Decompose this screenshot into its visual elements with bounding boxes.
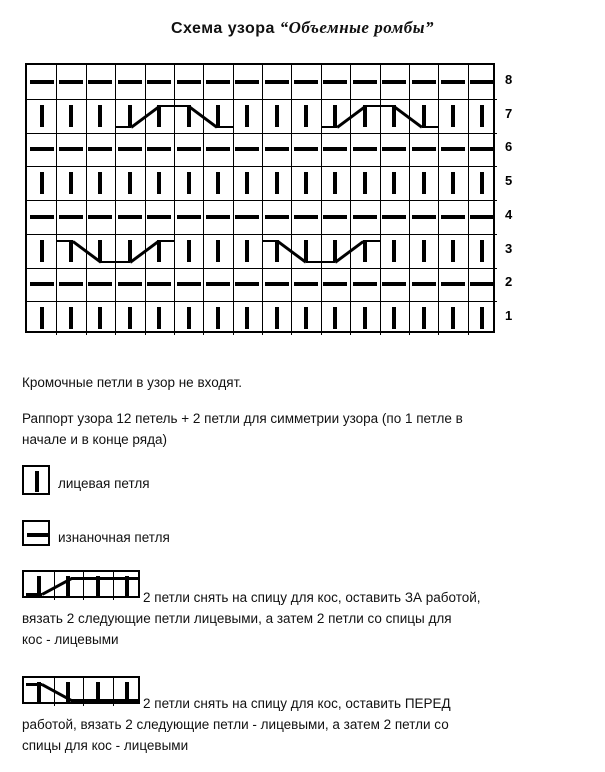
knit-icon [216, 240, 220, 262]
knit-icon [304, 307, 308, 329]
chart-row-number: 4 [505, 206, 513, 222]
purl-icon [294, 215, 318, 219]
chart-row-divider [27, 234, 497, 235]
page-title-quoted: “Объемные ромбы” [279, 18, 435, 37]
purl-icon [441, 215, 465, 219]
knit-icon [480, 172, 484, 194]
knit-icon [363, 307, 367, 329]
purl-icon [470, 215, 494, 219]
knit-icon [304, 172, 308, 194]
chart-row-divider [27, 268, 497, 269]
purl-icon [441, 282, 465, 286]
purl-icon [412, 80, 436, 84]
cable-cross-line [422, 126, 438, 129]
purl-icon [177, 147, 201, 151]
purl-icon [353, 147, 377, 151]
chart-row-number: 7 [505, 105, 513, 121]
knit-icon [216, 172, 220, 194]
cable-cross-line [100, 261, 129, 264]
knit-icon [392, 307, 396, 329]
purl-icon [88, 147, 112, 151]
knit-icon [392, 172, 396, 194]
cable-cross-line [71, 699, 140, 702]
purl-icon [382, 147, 406, 151]
knit-icon [333, 172, 337, 194]
knit-icon [157, 172, 161, 194]
chart-row-number: 8 [505, 71, 513, 87]
purl-icon [30, 80, 54, 84]
knit-icon [480, 240, 484, 262]
knit-icon [128, 172, 132, 194]
purl-icon [147, 147, 171, 151]
cable-cross-line [26, 593, 42, 596]
cable-cross-line [26, 683, 42, 686]
purl-icon [353, 80, 377, 84]
purl-icon [27, 533, 49, 537]
purl-icon [88, 215, 112, 219]
purl-icon [470, 282, 494, 286]
legend-cable-back-symbol [22, 570, 140, 598]
purl-icon [294, 147, 318, 151]
purl-icon [206, 215, 230, 219]
note-repeat-line1: Раппорт узора 12 петель + 2 петли для симметрии узора (по 1 петле в [22, 411, 463, 426]
knit-icon [69, 105, 73, 127]
chart-grid [25, 63, 495, 333]
purl-icon [470, 80, 494, 84]
legend-cable-front-line2: работой, вязать 2 следующие петли - лицевыми, а затем 2 петли со [22, 717, 449, 732]
purl-icon [59, 282, 83, 286]
purl-icon [88, 80, 112, 84]
knit-icon [422, 307, 426, 329]
legend-cell-divider [113, 678, 114, 706]
chart-row-divider [27, 133, 497, 134]
purl-icon [382, 282, 406, 286]
purl-icon [382, 80, 406, 84]
knit-icon [69, 240, 73, 262]
purl-icon [323, 147, 347, 151]
purl-icon [265, 80, 289, 84]
knit-icon [363, 172, 367, 194]
knit-icon [480, 105, 484, 127]
knit-icon [392, 240, 396, 262]
page-title [0, 18, 605, 38]
purl-icon [118, 80, 142, 84]
knit-icon [187, 172, 191, 194]
purl-icon [470, 147, 494, 151]
chart-row-number: 2 [505, 274, 513, 290]
purl-icon [323, 80, 347, 84]
knit-icon [275, 307, 279, 329]
cable-cross-line [56, 240, 72, 243]
knit-icon [245, 105, 249, 127]
note-selvedge: Кромочные петли в узор не входят. [22, 375, 243, 390]
knit-icon [451, 105, 455, 127]
cable-cross-line [158, 240, 174, 243]
purl-icon [265, 215, 289, 219]
chart-row-number: 1 [505, 308, 513, 324]
knit-icon [216, 105, 220, 127]
purl-icon [235, 215, 259, 219]
purl-icon [177, 282, 201, 286]
cable-cross-line [277, 240, 306, 263]
cable-cross-line [216, 126, 232, 129]
purl-icon [147, 215, 171, 219]
purl-icon [412, 147, 436, 151]
note-repeat-line2: начале и в конце ряда) [22, 432, 167, 447]
purl-icon [118, 282, 142, 286]
knit-icon [333, 307, 337, 329]
purl-icon [353, 282, 377, 286]
knit-icon [35, 471, 39, 492]
purl-icon [206, 282, 230, 286]
purl-icon [265, 147, 289, 151]
chart-row-divider [27, 301, 497, 302]
cable-cross-line [262, 240, 278, 243]
purl-icon [147, 80, 171, 84]
purl-icon [30, 147, 54, 151]
purl-icon [30, 215, 54, 219]
purl-icon [59, 147, 83, 151]
knit-icon [40, 105, 44, 127]
knit-icon [216, 307, 220, 329]
purl-icon [118, 215, 142, 219]
knit-icon [245, 240, 249, 262]
cable-cross-line [159, 105, 188, 108]
chart-row-divider [27, 166, 497, 167]
knit-icon [304, 105, 308, 127]
chart-row-number: 5 [505, 173, 513, 189]
pattern-chart [25, 63, 495, 333]
purl-icon [235, 282, 259, 286]
knit-icon [422, 105, 426, 127]
legend-purl-label: изнаночная петля [58, 530, 170, 545]
chart-row-number: 6 [505, 139, 513, 155]
knit-icon [422, 172, 426, 194]
purl-icon [294, 80, 318, 84]
page-title-main: Схема узора [170, 20, 275, 37]
purl-icon [382, 215, 406, 219]
knit-icon [98, 172, 102, 194]
knit-icon [422, 240, 426, 262]
purl-icon [206, 80, 230, 84]
purl-icon [441, 80, 465, 84]
cable-cross-line [129, 240, 158, 263]
knit-icon [69, 172, 73, 194]
knit-icon [275, 105, 279, 127]
purl-icon [323, 282, 347, 286]
knit-icon [40, 240, 44, 262]
purl-icon [118, 147, 142, 151]
purl-icon [412, 282, 436, 286]
knit-icon [451, 240, 455, 262]
legend-cell-divider [83, 678, 84, 706]
knit-icon [69, 307, 73, 329]
cable-cross-line [71, 577, 140, 580]
legend-purl-symbol [22, 520, 50, 546]
cable-cross-line [321, 126, 337, 129]
knit-icon [333, 105, 337, 127]
purl-icon [441, 147, 465, 151]
knit-icon [187, 240, 191, 262]
knit-icon [40, 172, 44, 194]
knit-icon [245, 172, 249, 194]
purl-icon [353, 215, 377, 219]
legend-cable-back-line3: кос - лицевыми [22, 632, 119, 647]
knit-icon [451, 172, 455, 194]
knit-icon [451, 307, 455, 329]
knit-icon [245, 307, 249, 329]
purl-icon [59, 80, 83, 84]
cable-cross-line [365, 105, 394, 108]
chart-row-divider [27, 99, 497, 100]
knit-icon [40, 307, 44, 329]
knit-icon [128, 307, 132, 329]
purl-icon [235, 147, 259, 151]
cable-cross-line [363, 240, 379, 243]
legend-cable-back-line2: вязать 2 следующие петли лицевыми, а затем 2 петли со спицы для [22, 611, 452, 626]
chart-row-number: 3 [505, 240, 513, 256]
purl-icon [235, 80, 259, 84]
purl-icon [412, 215, 436, 219]
legend-cable-front-symbol [22, 676, 140, 704]
purl-icon [177, 215, 201, 219]
knit-icon [98, 307, 102, 329]
purl-icon [59, 215, 83, 219]
purl-icon [30, 282, 54, 286]
knit-icon [157, 240, 161, 262]
purl-icon [147, 282, 171, 286]
chart-row-divider [27, 200, 497, 201]
knit-icon [98, 105, 102, 127]
knit-icon [363, 240, 367, 262]
purl-icon [177, 80, 201, 84]
purl-icon [88, 282, 112, 286]
purl-icon [265, 282, 289, 286]
legend-cable-front-line3: спицы для кос - лицевыми [22, 738, 189, 753]
legend-knit-label: лицевая петля [58, 476, 150, 491]
knit-icon [480, 307, 484, 329]
knit-icon [187, 307, 191, 329]
legend-cable-back-line1: 2 петли снять на спицу для кос, оставить ЗА работой, [143, 590, 481, 605]
purl-icon [294, 282, 318, 286]
knit-icon [157, 307, 161, 329]
purl-icon [206, 147, 230, 151]
cable-cross-line [115, 126, 131, 129]
legend-cable-front-line1: 2 петли снять на спицу для кос, оставить ПЕРЕД [143, 696, 451, 711]
legend-knit-symbol [22, 465, 50, 495]
knit-icon [275, 172, 279, 194]
cable-cross-line [306, 261, 335, 264]
purl-icon [323, 215, 347, 219]
